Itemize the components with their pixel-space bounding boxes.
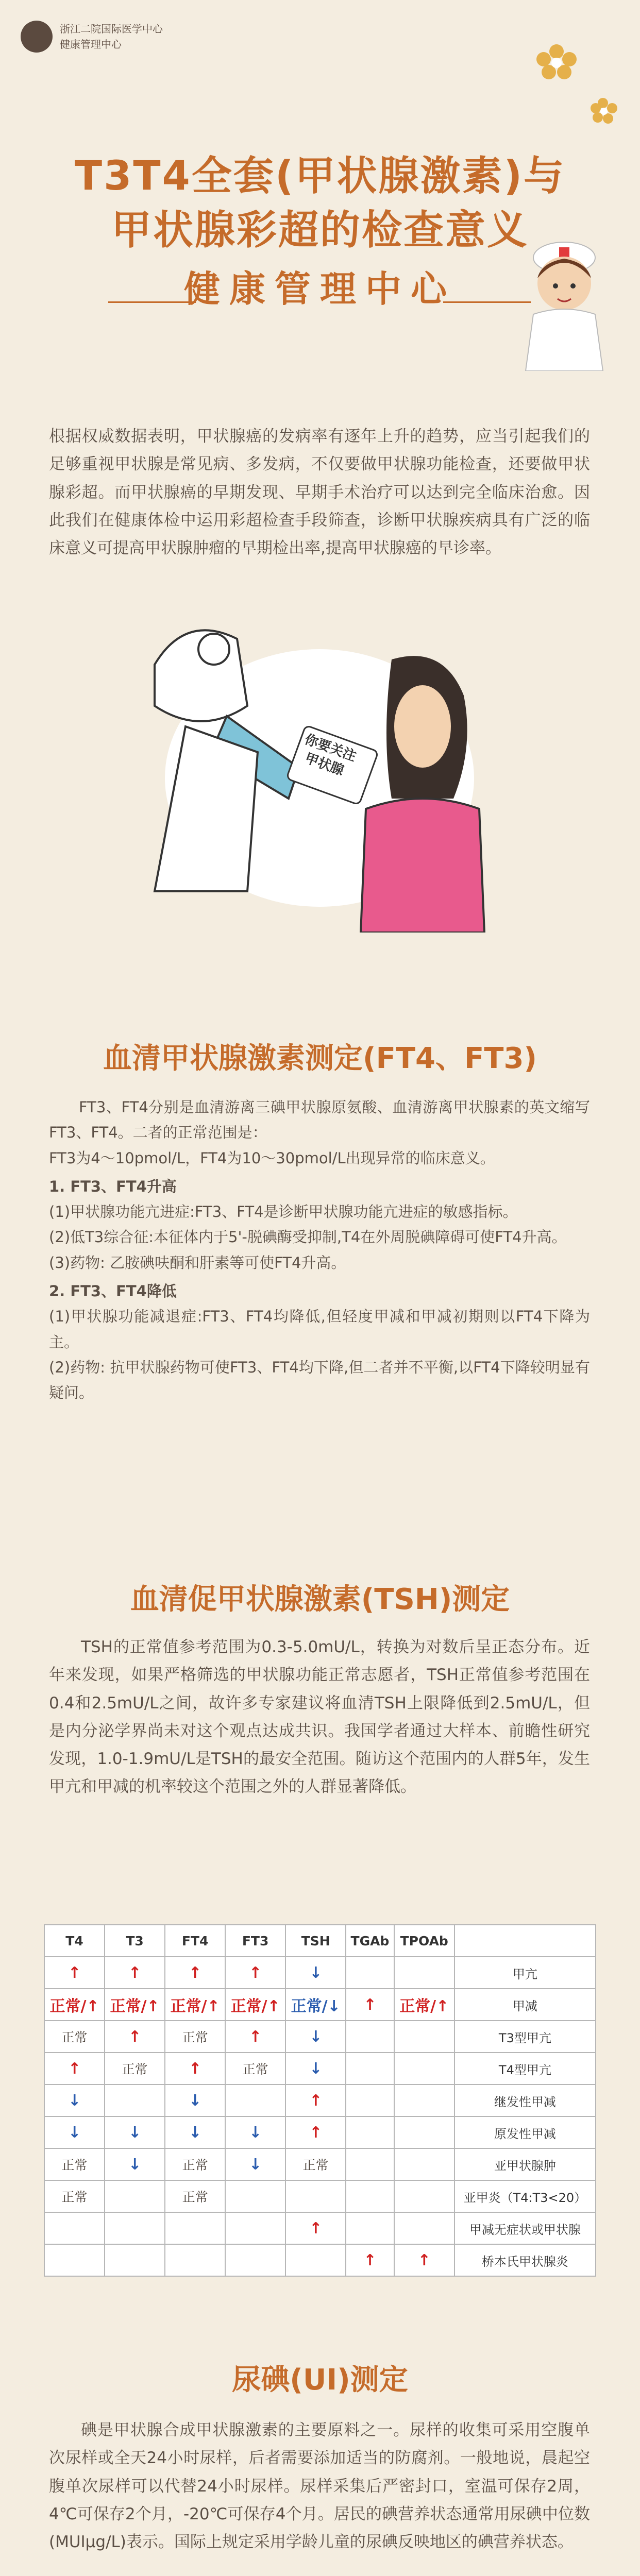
table-cell [285, 2244, 346, 2276]
table-header-cell: TGAb [346, 1925, 394, 1957]
table-diagnosis-cell: 亚甲炎（T4:T3<20） [454, 2180, 596, 2212]
table-cell: 正常 [44, 2180, 105, 2212]
table-cell: 正常 [165, 2180, 225, 2212]
section1-h1-item-2: (2)低T3综合征:本征体内于5'-脱碘酶受抑制,T4在外周脱碘障碍可使FT4升高。 [49, 1228, 567, 1246]
section3-title: 尿碘(UI)测定 [232, 2363, 408, 2397]
table-cell [346, 2021, 394, 2053]
section1-title: 血清甲状腺激素测定(FT4、FT3) [103, 1042, 537, 1075]
table-cell: ↓ [165, 2116, 225, 2148]
table-cell [285, 2180, 346, 2212]
table-cell: ↑ [44, 1957, 105, 1989]
table-cell [346, 2148, 394, 2180]
table-cell [394, 2180, 454, 2212]
table-cell [346, 1957, 394, 1989]
table-cell [225, 2244, 285, 2276]
table-row [44, 2180, 596, 2212]
table-row [44, 2084, 596, 2116]
table-header-cell: TPOAb [394, 1925, 454, 1957]
page-title-line-2: 甲状腺彩超的检查意义 [111, 207, 529, 254]
table-row [44, 1957, 596, 1989]
table-cell [225, 2084, 285, 2116]
table-cell: ↑ [285, 2084, 346, 2116]
table-cell: ↑ [165, 2053, 225, 2084]
logo-text-1: 浙江二院国际医学中心 [60, 23, 163, 35]
table-diagnosis-cell: 甲减 [454, 1989, 596, 2021]
table-cell: ↑ [225, 2021, 285, 2053]
table-cell: ↑ [346, 1989, 394, 2021]
table-row [44, 1989, 596, 2021]
table-header-cell [454, 1925, 596, 1957]
table-cell: 正常/↑ [394, 1989, 454, 2021]
section1-heading-1: 1. FT3、FT4升高 [49, 1177, 177, 1195]
section2-text: TSH的正常值参考范围为0.3-5.0mU/L，转换为对数后呈正态分布。近年来发现，如果严格筛选的甲状腺功能正常志愿者，TSH正常值参考范围在0.4和2.5mU/L之间，故许多专家建议将血清TSH上限降低到2.5mU/L，但是内分泌学界尚未对这个观点达成共识。我国学者通过大样本、前瞻性研究发现，1.0-1.9mU/L是TSH的最安全范围。随访这个范围内的人群5年，发生甲亢和甲减的机率较这个范围之外的人群显著降低。 [49, 1638, 590, 1797]
table-diagnosis-cell: T3型甲亢 [454, 2021, 596, 2053]
table-header-cell: T4 [44, 1925, 105, 1957]
table-cell [394, 2116, 454, 2148]
table-cell [394, 2148, 454, 2180]
table-cell: ↓ [105, 2148, 165, 2180]
table-cell: 正常/↑ [105, 1989, 165, 2021]
table-cell: 正常 [105, 2053, 165, 2084]
table-cell [346, 2180, 394, 2212]
section1-body [49, 1095, 590, 1406]
table-cell: ↑ [285, 2212, 346, 2244]
table-row [44, 2212, 596, 2244]
section1-heading-2: 2. FT3、FT4降低 [49, 1282, 177, 1300]
table-cell: ↑ [285, 2116, 346, 2148]
table-header-cell: T3 [105, 1925, 165, 1957]
table-cell: 正常 [165, 2148, 225, 2180]
table-cell: ↓ [44, 2084, 105, 2116]
table-cell [225, 2180, 285, 2212]
table-cell: ↓ [225, 2148, 285, 2180]
table-header-row [44, 1925, 596, 1957]
table-cell [105, 2180, 165, 2212]
flower-decoration-icon [495, 31, 629, 144]
table-header-cell: FT4 [165, 1925, 225, 1957]
table-cell [346, 2053, 394, 2084]
table-cell [225, 2212, 285, 2244]
table-cell: ↓ [225, 2116, 285, 2148]
table-cell: 正常 [285, 2148, 346, 2180]
table-cell: ↓ [165, 2084, 225, 2116]
section2-title: 血清促甲状腺激素(TSH)测定 [130, 1583, 510, 1616]
nurse-illustration [510, 227, 618, 371]
page-title-line-1: T3T4全套(甲状腺激素)与 [74, 153, 566, 199]
table-cell [346, 2084, 394, 2116]
table-diagnosis-cell: 亚甲状腺肿 [454, 2148, 596, 2180]
section1-h2-item-1: (1)甲状腺功能减退症:FT3、FT4均降低,但轻度甲减和甲减初期则以FT4下降为主。 [49, 1308, 590, 1351]
hospital-logo-icon [21, 21, 53, 53]
table-cell [394, 1957, 454, 1989]
table-cell [346, 2116, 394, 2148]
speech-sign-text: 你要关注甲状腺 [302, 732, 359, 779]
table-cell: 正常/↓ [285, 1989, 346, 2021]
table-row [44, 2021, 596, 2053]
logo-text [60, 21, 163, 52]
table-cell [44, 2212, 105, 2244]
table-row [44, 2148, 596, 2180]
section1-p2: FT3为4～10pmol/L，FT4为10～30pmol/L出现异常的临床意义。 [49, 1149, 495, 1167]
table-cell: ↑ [44, 2053, 105, 2084]
table-cell: 正常 [225, 2053, 285, 2084]
table-cell [105, 2084, 165, 2116]
table-diagnosis-cell: 桥本氏甲状腺炎 [454, 2244, 596, 2276]
table-cell [105, 2244, 165, 2276]
logo-text-2: 健康管理中心 [60, 38, 122, 50]
table-row [44, 2053, 596, 2084]
table-cell [44, 2244, 105, 2276]
section3-text: 碘是甲状腺合成甲状腺激素的主要原料之一。尿样的收集可采用空腹单次尿样或全天24小时尿样，后者需要添加适当的防腐剂。一般地说，晨起空腹单次尿样可以代替24小时尿样。尿样采集后严密封口，室温可保存2周，4℃可保存2个月，-20℃可保存4个月。居民的碘营养状态通常用尿碘中位数(MUIμg/L)表示。国际上规定采用学龄儿童的尿碘反映地区的碘营养状态。 [49, 2421, 590, 2551]
table-cell [394, 2053, 454, 2084]
table-cell: 正常/↑ [44, 1989, 105, 2021]
table-cell: ↑ [346, 2244, 394, 2276]
table-cell: 正常/↑ [225, 1989, 285, 2021]
section1-h1-item-3: (3)药物: 乙胺碘呋酮和肝素等可使FT4升高。 [49, 1253, 346, 1272]
table-cell: ↑ [105, 2021, 165, 2053]
table-diagnosis-cell: T4型甲亢 [454, 2053, 596, 2084]
table-cell: ↓ [105, 2116, 165, 2148]
table-cell [346, 2212, 394, 2244]
hospital-logo [21, 21, 163, 53]
page-subtitle: 健康管理中心 [184, 268, 456, 310]
table-header-cell: FT3 [225, 1925, 285, 1957]
section1-h1-item-1: (1)甲状腺功能亢进症:FT3、FT4是诊断甲状腺功能亢进症的敏感指标。 [49, 1203, 518, 1221]
table-cell [165, 2244, 225, 2276]
table-diagnosis-cell: 原发性甲减 [454, 2116, 596, 2148]
table-cell: 正常/↑ [165, 1989, 225, 2021]
table-cell: ↓ [285, 2021, 346, 2053]
table-cell: ↑ [165, 1957, 225, 1989]
table-cell [394, 2021, 454, 2053]
table-cell: ↑ [105, 1957, 165, 1989]
table-cell: ↑ [394, 2244, 454, 2276]
table-cell: ↓ [285, 1957, 346, 1989]
table-cell [394, 2212, 454, 2244]
table-diagnosis-cell: 甲减无症状或甲状腺 [454, 2212, 596, 2244]
table-cell [165, 2212, 225, 2244]
intro-text: 根据权威数据表明，甲状腺癌的发病率有逐年上升的趋势，应当引起我们的足够重视甲状腺是常见病、多发病，不仅要做甲状腺功能检查，还要做甲状腺彩超。而甲状腺癌的早期发现、早期手术治疗可以达到完全临床治愈。因此我们在健康体检中运用彩超检查手段筛查，诊断甲状腺疾病具有广泛的临床意义可提高甲状腺肿瘤的早期检出率,提高甲状腺癌的早诊率。 [49, 427, 590, 557]
table-row [44, 2116, 596, 2148]
table-diagnosis-cell: 甲亢 [454, 1957, 596, 1989]
table-cell: 正常 [44, 2021, 105, 2053]
section1-p1: FT3、FT4分别是血清游离三碘甲状腺原氨酸、血清游离甲状腺素的英文缩写FT3、FT4。二者的正常范围是： [49, 1098, 590, 1142]
table-cell [105, 2212, 165, 2244]
table-diagnosis-cell: 继发性甲减 [454, 2084, 596, 2116]
table-cell: ↓ [44, 2116, 105, 2148]
table-cell: 正常 [44, 2148, 105, 2180]
table-row [44, 2244, 596, 2276]
table-header-cell: TSH [285, 1925, 346, 1957]
table-cell: ↑ [225, 1957, 285, 1989]
thyroid-function-table [44, 1924, 596, 2277]
table-cell [394, 2084, 454, 2116]
table-cell: 正常 [165, 2021, 225, 2053]
section1-h2-item-2: (2)药物: 抗甲状腺药物可使FT3、FT4均下降,但二者并不平衡,以FT4下降较明显有疑问。 [49, 1358, 590, 1402]
table-cell: ↓ [285, 2053, 346, 2084]
